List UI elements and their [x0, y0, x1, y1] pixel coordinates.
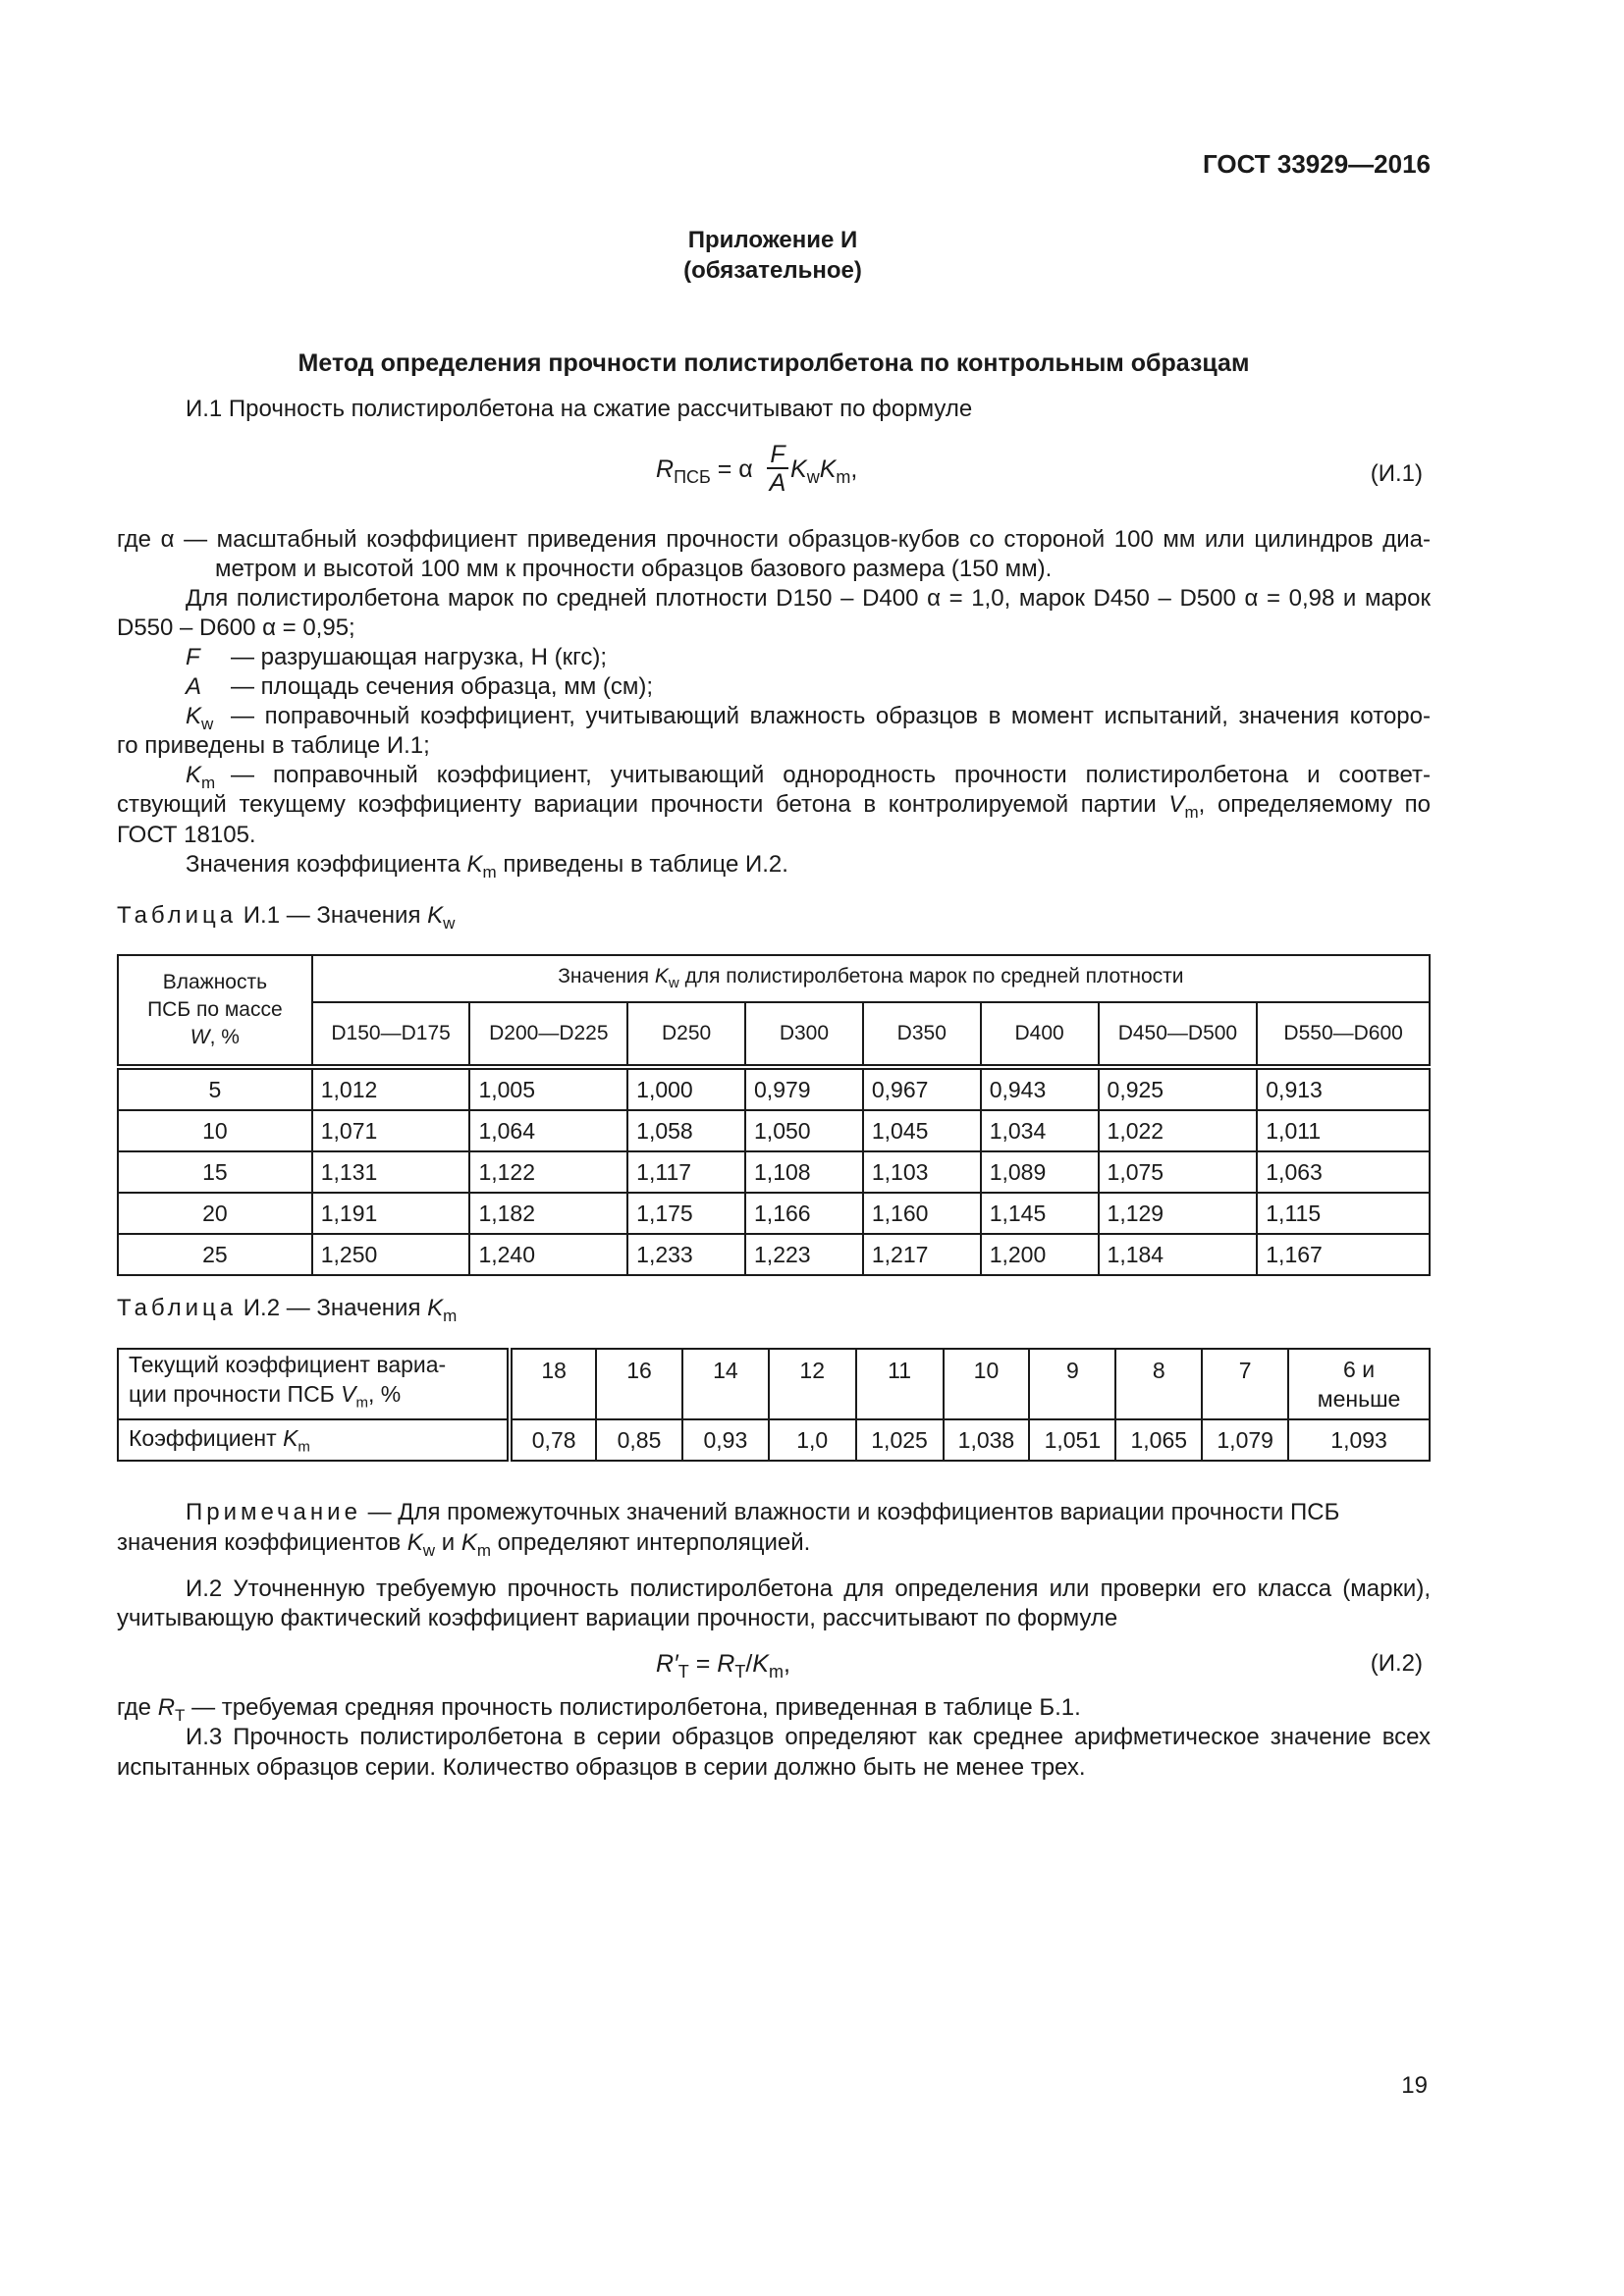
- table-row: [118, 1067, 1430, 1110]
- table1-cell: 1,250: [312, 1234, 470, 1275]
- table1-cell: 1,115: [1257, 1193, 1430, 1234]
- table1-cell: 1,240: [469, 1234, 627, 1275]
- table2-cell: 1,079: [1202, 1419, 1288, 1461]
- appendix-title: Приложение И: [687, 227, 858, 253]
- table-row: [118, 1419, 1430, 1461]
- table1-caption: Таблица И.1 — Значения $K_w$: [117, 902, 456, 933]
- marks-line1: Для полистиролбетона марок по средней плотности D150 – D400 α = 1,0, марок D450 – D500 α = 0,98 и марок: [186, 585, 1431, 612]
- table2-cell: 10: [944, 1349, 1030, 1419]
- table-row: [118, 1234, 1430, 1275]
- table2-cell: 1,025: [856, 1419, 944, 1461]
- table1-cell: 1,223: [745, 1234, 863, 1275]
- table1-cell: 1,175: [627, 1193, 745, 1234]
- table2-cell: 18: [510, 1349, 596, 1419]
- table1-column-header: D550—D600: [1257, 1002, 1430, 1067]
- paragraph-i3-line1: И.3 Прочность полистиролбетона в серии образцов определяют как среднее арифметическое значение всех: [186, 1724, 1431, 1750]
- table2-cell: 14: [682, 1349, 769, 1419]
- table1-cell: 1,089: [981, 1151, 1099, 1193]
- table1-cell: 10: [118, 1110, 312, 1151]
- table-kw: [117, 954, 1431, 1276]
- formula-i1-number: (И.1): [1370, 460, 1423, 487]
- table1-cell: 1,167: [1257, 1234, 1430, 1275]
- table2-cell: 9: [1029, 1349, 1115, 1419]
- table1-cell: 1,217: [863, 1234, 981, 1275]
- table1-cell: 1,233: [627, 1234, 745, 1275]
- table1-column-header: D250: [627, 1002, 745, 1067]
- table1-cell: 1,184: [1099, 1234, 1258, 1275]
- table1-cell: 1,191: [312, 1193, 470, 1234]
- formula-fraction: F A: [767, 442, 788, 497]
- table1-column-header: D350: [863, 1002, 981, 1067]
- rt-definition: где $R_T$ — требуемая средняя прочность полистиролбетона, приведенная в таблице Б.1.: [117, 1694, 1081, 1725]
- appendix-status: (обязательное): [683, 257, 862, 284]
- paragraph-i2-line1: И.2 Уточненную требуемую прочность полистиролбетона для определения или проверки его класса (марки),: [186, 1575, 1431, 1602]
- def-A: A — площадь сечения образца, мм (см);: [186, 673, 654, 700]
- table2-cell: 0,93: [682, 1419, 769, 1461]
- def-Km-line2: ствующий текущему коэффициенту вариации прочности бетона в контролируемой партии $V_m$, определяемому по: [117, 791, 1431, 822]
- table-row: [118, 1151, 1430, 1193]
- table1-cell: 0,943: [981, 1067, 1099, 1110]
- table-km: [117, 1348, 1431, 1462]
- table1-cell: 1,022: [1099, 1110, 1258, 1151]
- table2-row1-label: Текущий коэффициент вариа- ции прочности ПСБ $V_m$, %: [118, 1349, 510, 1419]
- table1-cell: 1,050: [745, 1110, 863, 1151]
- table1-cell: 1,108: [745, 1151, 863, 1193]
- table2-cell: 11: [856, 1349, 944, 1419]
- alpha-def-line2: метром и высотой 100 мм к прочности образцов базового размера (150 мм).: [215, 556, 1053, 582]
- document-number: ГОСТ 33929—2016: [1203, 149, 1431, 179]
- symbol-Kw: $K_w$: [186, 703, 214, 733]
- table1-cell: 1,129: [1099, 1193, 1258, 1234]
- table1-cell: 15: [118, 1151, 312, 1193]
- table2-row2-label: Коэффициент $K_m$: [118, 1419, 510, 1461]
- symbol-F: F: [186, 644, 200, 670]
- note-line2: значения коэффициентов $K_w$ и $K_m$ определяют интерполяцией.: [117, 1529, 811, 1560]
- table1-cell: 20: [118, 1193, 312, 1234]
- table-row: [118, 1110, 1430, 1151]
- table2-cell: 1,051: [1029, 1419, 1115, 1461]
- table1-cell: 0,979: [745, 1067, 863, 1110]
- table1-column-header: D200—D225: [469, 1002, 627, 1067]
- table1-column-header: D150—D175: [312, 1002, 470, 1067]
- table1-cell: 1,200: [981, 1234, 1099, 1275]
- table2-cell: 1,0: [769, 1419, 856, 1461]
- table1-cell: 1,103: [863, 1151, 981, 1193]
- table-row: [118, 1349, 1430, 1419]
- table1-cell: 0,967: [863, 1067, 981, 1110]
- table1-cell: 0,925: [1099, 1067, 1258, 1110]
- table1-cell: 1,045: [863, 1110, 981, 1151]
- table1-column-header: D300: [745, 1002, 863, 1067]
- def-Km-line1: — поправочный коэффициент, учитывающий однородность прочности полистиролбетона и соответ-: [231, 762, 1431, 788]
- table1-cell: 1,166: [745, 1193, 863, 1234]
- page-number: 19: [1401, 2072, 1428, 2099]
- table1-cell: 1,131: [312, 1151, 470, 1193]
- paragraph-i2-line2: учитывающую фактический коэффициент вариации прочности, рассчитывают по формуле: [117, 1605, 1118, 1631]
- table1-cell: 1,071: [312, 1110, 470, 1151]
- table1-cell: 1,075: [1099, 1151, 1258, 1193]
- table1-cell: 25: [118, 1234, 312, 1275]
- section-title: Метод определения прочности полистиролбетона по контрольным образцам: [298, 349, 1250, 377]
- marks-line2: D550 – D600 α = 0,95;: [117, 614, 355, 641]
- table1-group-header: Значения $K_w$ для полистиролбетона марок по средней плотности: [312, 955, 1430, 1002]
- table1-cell: 1,000: [627, 1067, 745, 1110]
- table2-cell: 6 и меньше: [1288, 1349, 1430, 1419]
- table2-cell: 0,85: [596, 1419, 682, 1461]
- table2-cell: 7: [1202, 1349, 1288, 1419]
- table1-cell: 1,012: [312, 1067, 470, 1110]
- table1-cell: 1,005: [469, 1067, 627, 1110]
- km-values-ref: Значения коэффициента $K_m$ приведены в таблице И.2.: [186, 851, 788, 881]
- table1-column-header: D450—D500: [1099, 1002, 1258, 1067]
- formula-i2: $R'_T = R_T/K_m$,: [656, 1650, 790, 1682]
- table2-caption: Таблица И.2 — Значения $K_m$: [117, 1295, 458, 1325]
- symbol-A: A: [186, 673, 202, 700]
- note-line1: Примечание — Для промежуточных значений влажности и коэффициентов вариации прочности ПСБ: [186, 1499, 1340, 1525]
- def-F: F — разрушающая нагрузка, Н (кгс);: [186, 644, 608, 670]
- table2-cell: 1,065: [1115, 1419, 1202, 1461]
- paragraph-i1: И.1 Прочность полистиролбетона на сжатие рассчитывают по формуле: [186, 396, 973, 422]
- table1-cell: 1,063: [1257, 1151, 1430, 1193]
- alpha-def-line1: где α — масштабный коэффициент приведения прочности образцов-кубов со стороной 100 мм или цилиндров диа-: [117, 526, 1431, 553]
- table1-cell: 1,064: [469, 1110, 627, 1151]
- def-Km-line3: ГОСТ 18105.: [117, 822, 256, 848]
- def-Kw-line1: — поправочный коэффициент, учитывающий влажность образцов в момент испытаний, значения которо-: [231, 703, 1431, 729]
- table1-cell: 1,058: [627, 1110, 745, 1151]
- table2-cell: 8: [1115, 1349, 1202, 1419]
- table2-cell: 1,093: [1288, 1419, 1430, 1461]
- table1-cell: 1,182: [469, 1193, 627, 1234]
- table2-cell: 12: [769, 1349, 856, 1419]
- symbol-Km: $K_m$: [186, 762, 216, 792]
- table2-cell: 1,038: [944, 1419, 1030, 1461]
- paragraph-i3-line2: испытанных образцов серии. Количество образцов в серии должно быть не менее трех.: [117, 1754, 1086, 1781]
- def-Kw-line2: го приведены в таблице И.1;: [117, 732, 430, 759]
- table1-cell: 1,011: [1257, 1110, 1430, 1151]
- table1-cell: 1,122: [469, 1151, 627, 1193]
- table1-cell: 1,160: [863, 1193, 981, 1234]
- table1-cell: 5: [118, 1067, 312, 1110]
- table1-cell: 1,034: [981, 1110, 1099, 1151]
- table-row: [118, 1193, 1430, 1234]
- table2-cell: 16: [596, 1349, 682, 1419]
- formula-i2-number: (И.2): [1370, 1650, 1423, 1677]
- table1-cell: 1,145: [981, 1193, 1099, 1234]
- table2-cell: 0,78: [510, 1419, 596, 1461]
- table1-cell: 1,117: [627, 1151, 745, 1193]
- table1-cell: 0,913: [1257, 1067, 1430, 1110]
- table1-column-header: D400: [981, 1002, 1099, 1067]
- table1-corner-header: Влажность ПСБ по массе W, %: [118, 955, 312, 1067]
